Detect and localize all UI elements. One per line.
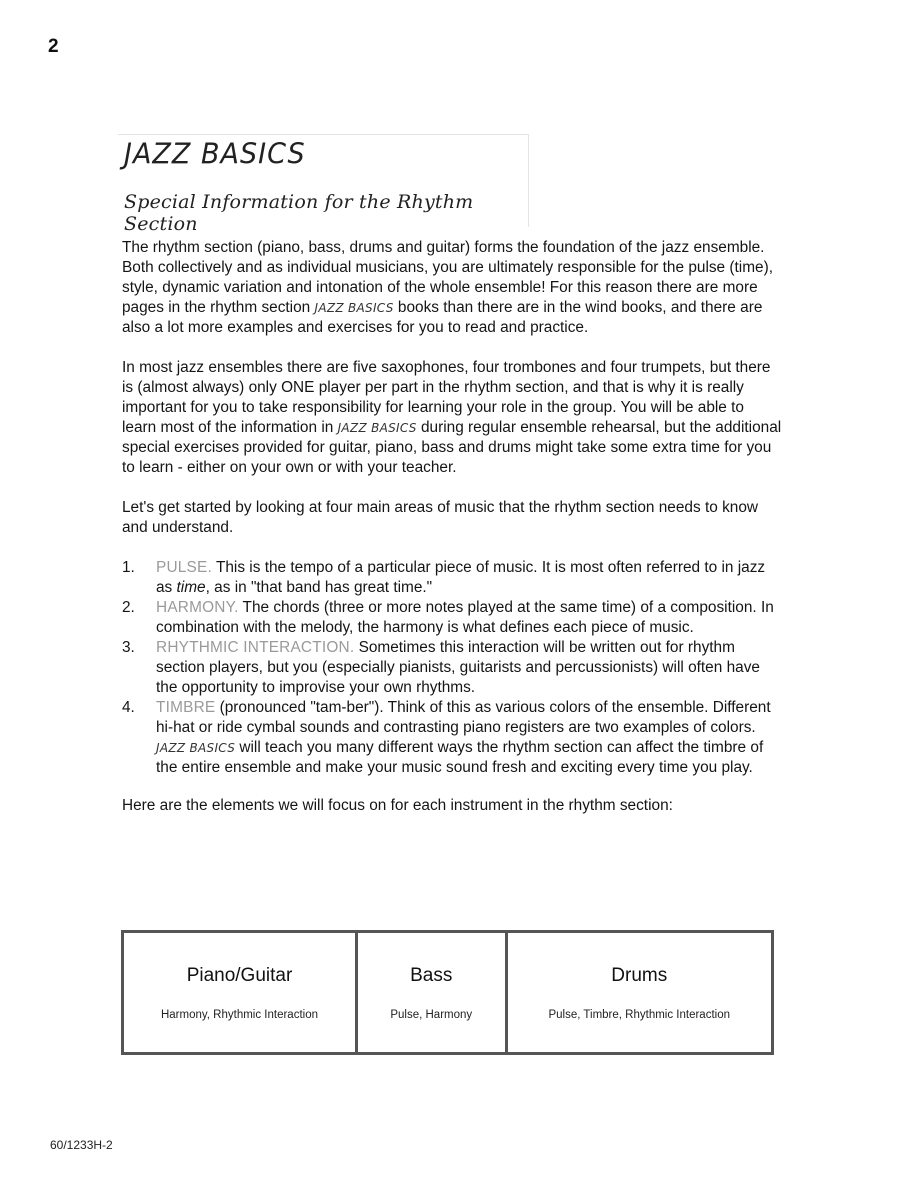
list-item-text: Sometimes this interaction will be written out for rhythm section players, but you (especially pianists, guitarists and percussionists) will often have the opportunity to improvise your own rhythms. [156, 639, 760, 696]
paragraph-intro-text-a: The rhythm section (piano, bass, drums and guitar) forms the foundation of the jazz ensemble. Both collectively and as individual musicians, you are ultimately responsible for the pulse (time), style, dynamic variation and intonation of the whole ensemble! For this reason there are more pages in the rhythm section [122, 239, 773, 316]
focus-intro: Here are the elements we will focus on for each instrument in the rhythm section: [122, 797, 673, 814]
term-rhythmic-interaction: RHYTHMIC INTERACTION. [156, 639, 355, 656]
page-subtitle: Special Information for the Rhythm Section [124, 191, 474, 235]
list-item [122, 598, 782, 638]
page-title: JAZZ BASICS [124, 138, 306, 171]
list-item-text: This is the tempo of a particular piece of music. It is most often referred to in jazz as [156, 559, 766, 596]
list-item-number: 1. [122, 559, 135, 576]
term-harmony: HARMONY. [156, 599, 239, 616]
music-areas-list [122, 558, 782, 778]
inline-brand-jazz-basics: JAZZ BASICS [156, 741, 236, 755]
list-item [122, 698, 782, 778]
instrument-name: Bass [410, 964, 453, 986]
table-cell-drums [506, 932, 773, 1054]
paragraph-roles [122, 358, 782, 478]
instrument-elements: Pulse, Timbre, Rhythmic Interaction [548, 1008, 730, 1021]
list-item-text: , as in "that band has great time." [205, 579, 433, 596]
list-item-number: 2. [122, 599, 135, 616]
title-box [118, 134, 529, 235]
list-item-text: (pronounced "tam-ber"). Think of this as various colors of the ensemble. Different hi-hat or ride cymbal sounds and contrasting piano registers are two examples of colors. [156, 699, 771, 736]
emphasis-time: time [176, 579, 206, 596]
instrument-elements: Harmony, Rhythmic Interaction [160, 1008, 318, 1021]
paragraph-lead-in: Let's get started by looking at four main areas of music that the rhythm section needs to know and understand. [122, 499, 758, 536]
term-timbre: TIMBRE [156, 699, 216, 716]
list-item-number: 3. [122, 639, 135, 656]
body-text [122, 238, 782, 836]
paragraph-roles-text-b: during regular ensemble rehearsal, but the additional special exercises provided for guitar, piano, bass and drums might take some extra time for you to learn - either on your own or with your teacher. [122, 419, 782, 476]
instrument-name: Drums [611, 964, 668, 986]
table-cell-bass [357, 932, 507, 1054]
inline-brand-jazz-basics: JAZZ BASICS [314, 301, 394, 315]
list-item [122, 558, 782, 598]
instrument-focus-table [121, 930, 774, 1055]
table-row [123, 932, 773, 1054]
table-cell-piano-guitar [123, 932, 357, 1054]
list-item-number: 4. [122, 699, 135, 716]
term-pulse: PULSE. [156, 559, 212, 576]
footer-catalog-code: 60/1233H-2 [50, 1138, 113, 1152]
instrument-elements: Pulse, Harmony [390, 1008, 473, 1021]
paragraph-intro [122, 238, 782, 338]
page-number: 2 [48, 36, 59, 57]
list-item [122, 638, 782, 698]
inline-brand-jazz-basics: JAZZ BASICS [337, 421, 417, 435]
paragraph-intro-text-b: books than there are in the wind books, and there are also a lot more examples and exercises for you to read and practice. [122, 299, 763, 336]
instrument-name: Piano/Guitar [186, 964, 293, 986]
list-item-text: will teach you many different ways the rhythm section can affect the timbre of the entire ensemble and make your music sound fresh and exciting every time you play. [156, 739, 764, 776]
paragraph-roles-text-a: In most jazz ensembles there are five saxophones, four trombones and four trumpets, but there is (almost always) only ONE player per part in the rhythm section, and that is why it is really important for you to take responsibility for learning your role in the group. You will be able to learn most of the information in [122, 359, 771, 436]
list-item-text: The chords (three or more notes played at the same time) of a composition. In combination with the melody, the harmony is what defines each piece of music. [156, 599, 774, 636]
